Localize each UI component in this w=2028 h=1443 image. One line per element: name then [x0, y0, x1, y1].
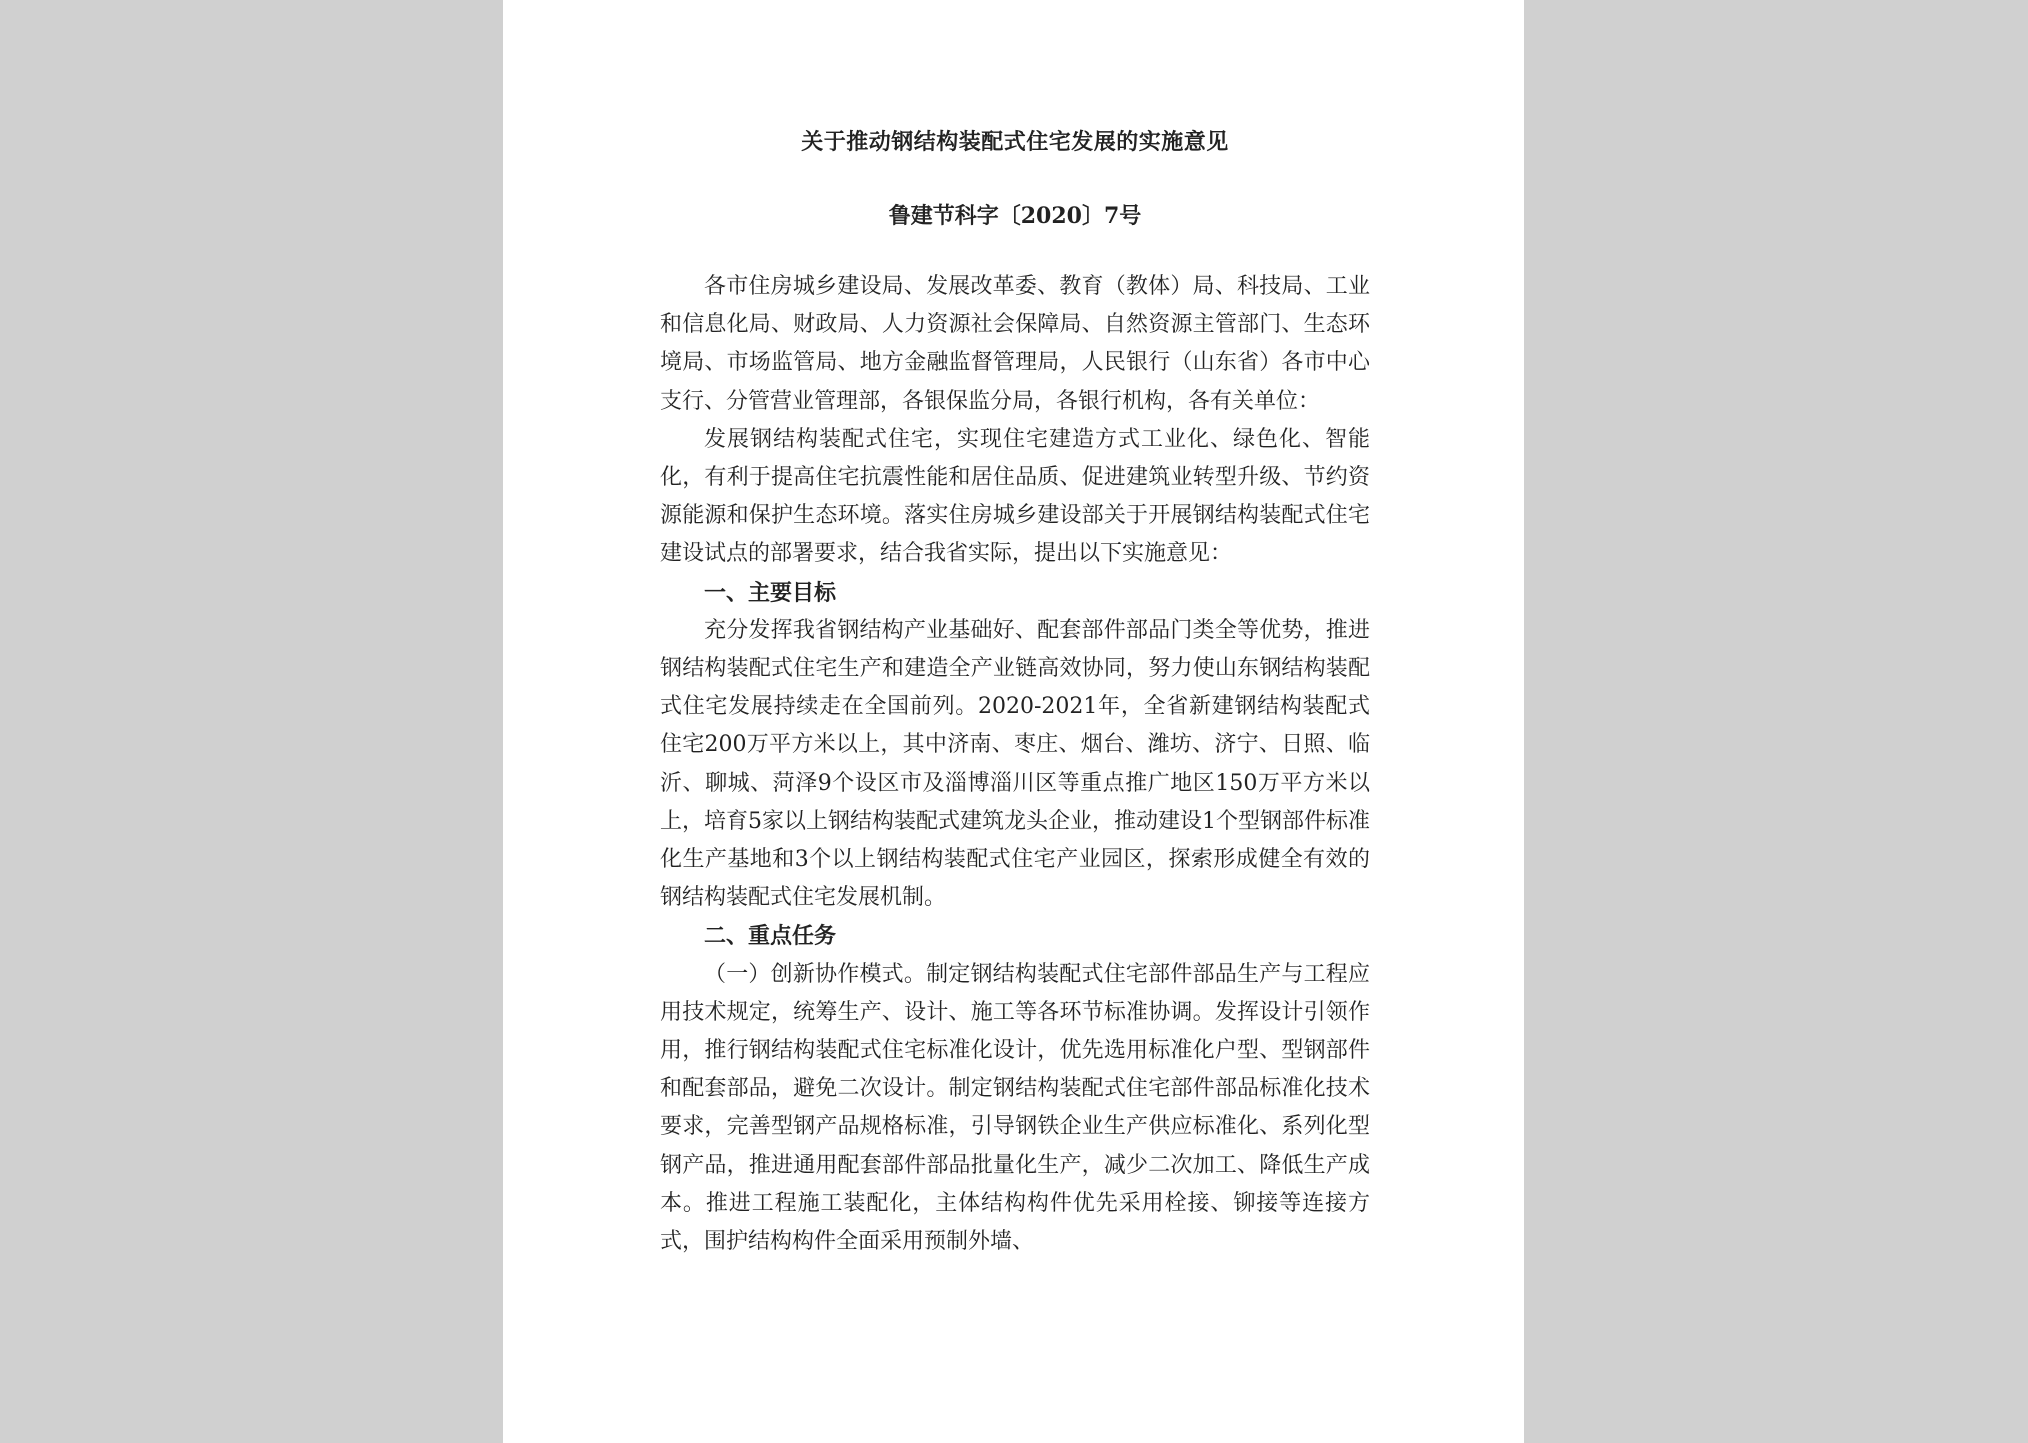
document-number: 鲁建节科字〔2020〕7号 [888, 203, 1142, 229]
section-heading-key-tasks: 二、重点任务 [704, 923, 837, 950]
key-tasks-paragraph: （一）创新协作模式。制定钢结构装配式住宅部件部品生产与工程应用技术规定，统筹生产、设计、施工等各环节标准协调。发挥设计引领作用，推行钢结构装配式住宅标准化设计，优先选用标准化户型、型钢部件和配套部品，避免二次设计。制定钢结构装配式住宅部件部品标准化技术要求，完善型钢产品规格标准，引导钢铁企业生产供应标准化、系列化型钢产品，推进通用配套部件部品批量化生产，减少二次加工、降低生产成本。推进工程施工装配化，主体结构构件优先采用栓接、铆接等连接方式，围护结构构件全面采用预制外墙、 [660, 961, 1370, 1255]
main-goals-paragraph: 充分发挥我省钢结构产业基础好、配套部件部品门类全等优势，推进钢结构装配式住宅生产和建造全产业链高效协同，努力使山东钢结构装配式住宅发展持续走在全国前列。2020-2021年，全省新建钢结构装配式住宅200万平方米以上，其中济南、枣庄、烟台、潍坊、济宁、日照、临沂、聊城、菏泽9个设区市及淄博淄川区等重点推广地区150万平方米以上，培育5家以上钢结构装配式建筑龙头企业，推动建设1个型钢部件标准化生产基地和3个以上钢结构装配式住宅产业园区，探索形成健全有效的钢结构装配式住宅发展机制。 [660, 617, 1370, 911]
document-title: 关于推动钢结构装配式住宅发展的实施意见 [801, 129, 1229, 155]
document-page [503, 0, 1524, 1443]
document-body [660, 268, 1370, 1261]
section-heading-main-goals: 一、主要目标 [704, 579, 837, 606]
intro-paragraph: 发展钢结构装配式住宅，实现住宅建造方式工业化、绿色化、智能化，有利于提高住宅抗震性能和居住品质、促进建筑业转型升级、节约资源能源和保护生态环境。落实住房城乡建设部关于开展钢结构装配式住宅建设试点的部署要求，结合我省实际，提出以下实施意见： [660, 426, 1370, 567]
addressee-paragraph: 各市住房城乡建设局、发展改革委、教育（教体）局、科技局、工业和信息化局、财政局、人力资源社会保障局、自然资源主管部门、生态环境局、市场监管局、地方金融监督管理局，人民银行（山东省）各市中心支行、分管营业管理部，各银保监分局，各银行机构，各有关单位： [660, 274, 1370, 414]
